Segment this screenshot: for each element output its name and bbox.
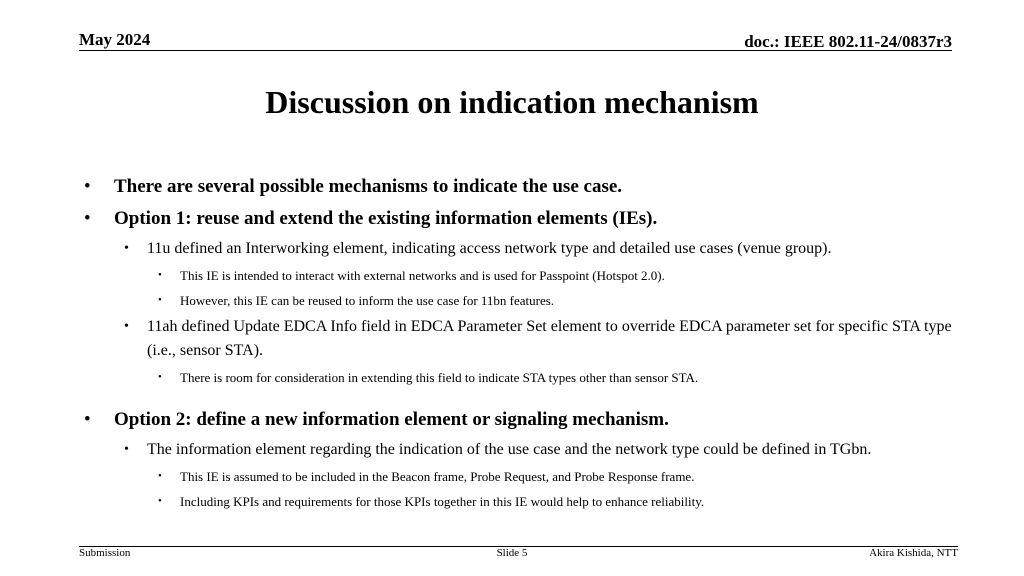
sub-sub-bullet-sta-types-text: There is room for consideration in extending this field to indicate STA types other than sensor STA.	[180, 370, 699, 385]
sub-bullet-11ah-text: 11ah defined Update EDCA Info field in EDCA Parameter Set element to override EDCA parameter set for specific STA type (i.e., sensor STA).	[147, 318, 952, 359]
bullet-dot-icon: •	[158, 269, 162, 281]
bullet-dot-icon: •	[158, 495, 162, 507]
bullet-dot-icon: •	[124, 319, 129, 334]
sub-sub-bullet-sta-types	[84, 365, 954, 390]
sub-bullet-11ah	[84, 313, 954, 365]
slide-title: Discussion on indication mechanism	[265, 84, 759, 120]
sub-sub-bullet-passpoint	[84, 263, 954, 288]
bullet-option-2	[84, 404, 954, 436]
bullet-1-text: There are several possible mechanisms to indicate the use case.	[114, 176, 623, 197]
sub-sub-bullet-reuse-text: However, this IE can be reused to inform the use case for 11bn features.	[180, 293, 555, 308]
bullet-dot-icon: •	[84, 208, 91, 229]
bullet-option-1	[84, 203, 954, 235]
footer-submission: Submission	[79, 547, 131, 559]
bullet-dot-icon: •	[84, 176, 91, 197]
header-date: May 2024	[79, 30, 151, 49]
footer-author: Akira Kishida, NTT	[869, 547, 958, 559]
bullet-dot-icon: •	[158, 371, 162, 383]
bullet-option-2-text: Option 2: define a new information element or signaling mechanism.	[114, 409, 669, 430]
sub-bullet-new-ie	[84, 436, 954, 464]
sub-sub-bullet-kpis-text: Including KPIs and requirements for those KPIs together in this IE would help to enhance reliability.	[180, 494, 705, 509]
bullet-dot-icon: •	[84, 409, 91, 430]
header-doc-id: doc.: IEEE 802.11-24/0837r3	[744, 32, 952, 51]
header-rule	[79, 50, 952, 51]
sub-bullet-new-ie-text: The information element regarding the indication of the use case and the network type could be defined in TGbn.	[147, 441, 872, 458]
bullet-dot-icon: •	[124, 241, 129, 256]
sub-sub-bullet-beacon	[84, 464, 954, 489]
slide-content	[84, 171, 954, 514]
sub-bullet-11u	[84, 235, 954, 263]
sub-sub-bullet-reuse	[84, 288, 954, 313]
bullet-1	[84, 171, 954, 203]
bullet-dot-icon: •	[158, 294, 162, 306]
bullet-option-1-text: Option 1: reuse and extend the existing information elements (IEs).	[114, 208, 658, 229]
sub-sub-bullet-passpoint-text: This IE is intended to interact with external networks and is used for Passpoint (Hotspot 2.0).	[180, 268, 665, 283]
sub-sub-bullet-beacon-text: This IE is assumed to be included in the Beacon frame, Probe Request, and Probe Response frame.	[180, 469, 695, 484]
bullet-dot-icon: •	[158, 470, 162, 482]
footer-slide-number: Slide 5	[496, 547, 528, 559]
sub-bullet-11u-text: 11u defined an Interworking element, indicating access network type and detailed use cases (venue group).	[147, 240, 832, 257]
bullet-dot-icon: •	[124, 442, 129, 457]
sub-sub-bullet-kpis	[84, 489, 954, 514]
